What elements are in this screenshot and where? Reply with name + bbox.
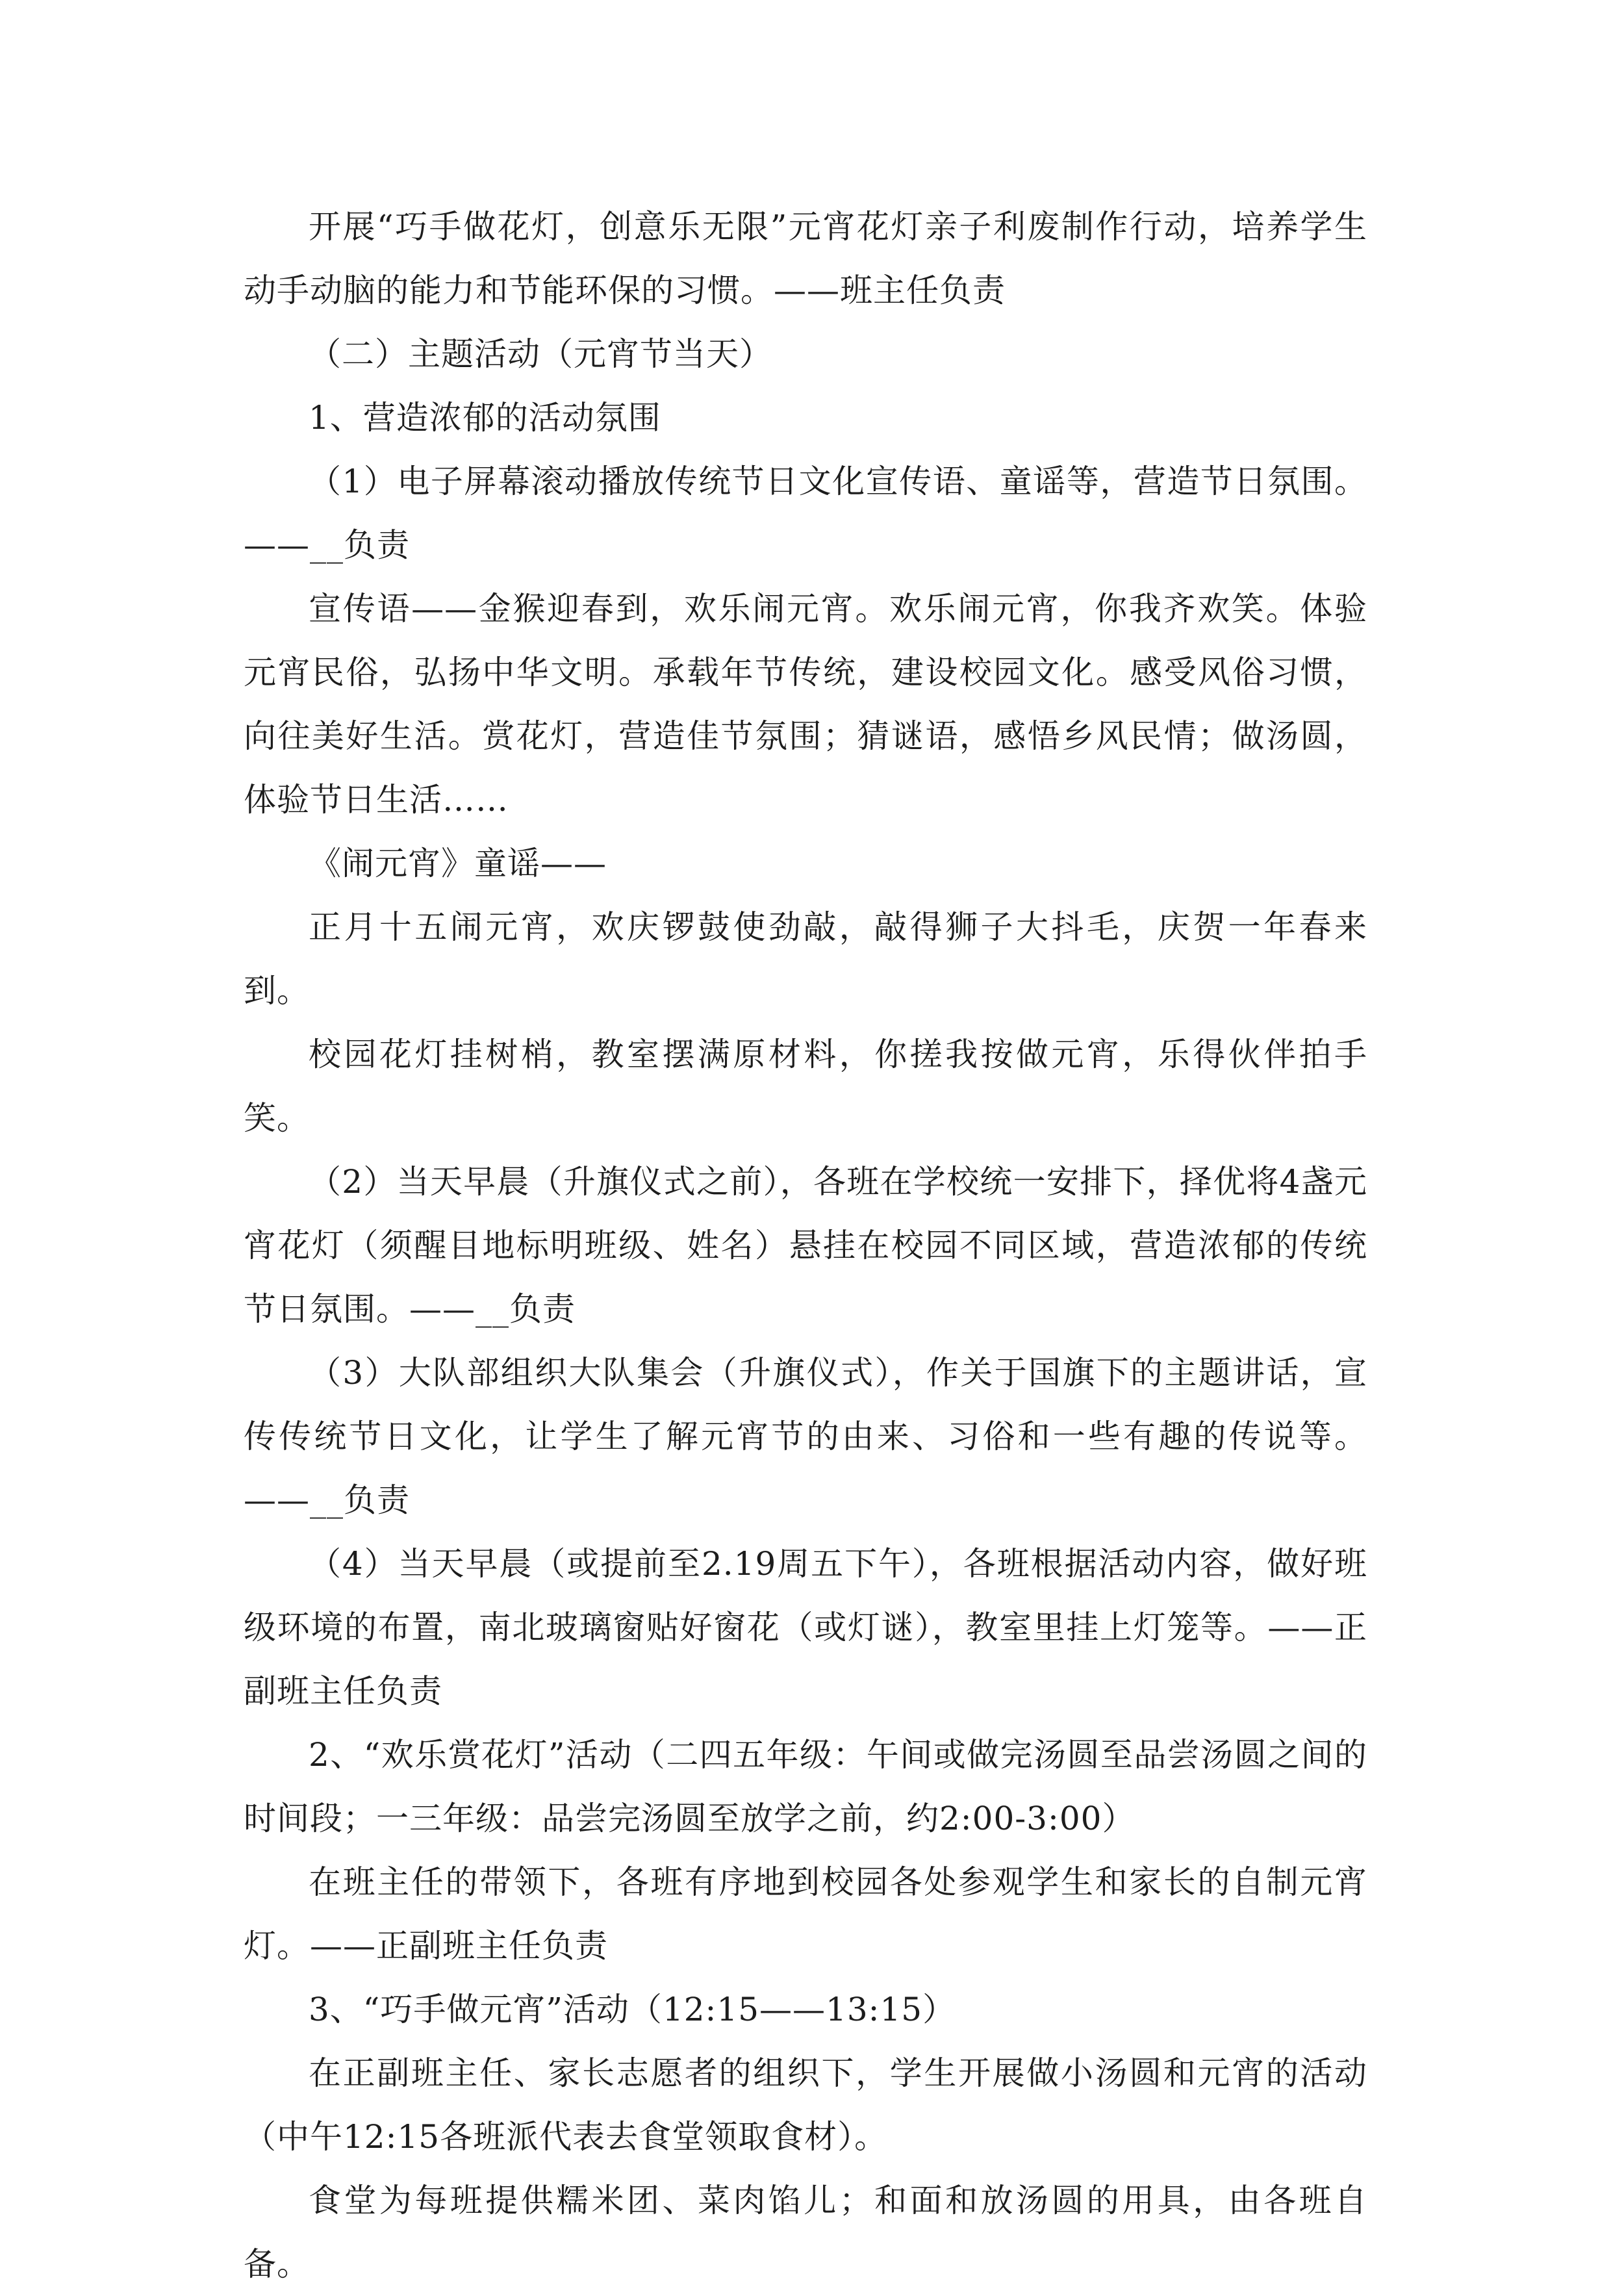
subheading-atmosphere: 1、营造浓郁的活动氛围: [309, 399, 661, 437]
subheading-making-yuanxiao: 3、“巧手做元宵”活动（12:15——13:15）: [309, 1991, 956, 2028]
rhyme-line-2: 校园花灯挂树梢，教室摆满原材料，你搓我按做元宵，乐得伙伴拍手笑。: [244, 1036, 1367, 1137]
paragraph-making-yuanxiao-details: 在正副班主任、家长志愿者的组织下，学生开展做小汤圆和元宵的活动（中午12:15各班派代表去食堂领取食材）。: [244, 2054, 1367, 2156]
item-3-flag-ceremony: （3）大队部组织大队集会（升旗仪式），作关于国旗下的主题讲话，宣传传统节日文化，让学生了解元宵节的由来、习俗和一些有趣的传说等。——__负责: [244, 1354, 1367, 1519]
paragraph-slogans: 宣传语——金猴迎春到，欢乐闹元宵。欢乐闹元宵，你我齐欢笑。体验元宵民俗，弘扬中华文明。承载年节传统，建设校园文化。感受风俗习惯，向往美好生活。赏花灯，营造佳节氛围；猜谜语，感悟乡风民情；做汤圆，体验节日生活……: [244, 590, 1367, 819]
document-body: [244, 195, 1367, 2296]
item-4-classroom-decoration: （4）当天早晨（或提前至2.19周五下午），各班根据活动内容，做好班级环境的布置，南北玻璃窗贴好窗花（或灯谜），教室里挂上灯笼等。——正副班主任负责: [244, 1545, 1367, 1710]
paragraph-lantern-viewing-details: 在班主任的带领下，各班有序地到校园各处参观学生和家长的自制元宵灯。——正副班主任负责: [244, 1863, 1367, 1965]
item-1-screen-broadcast: （1）电子屏幕滚动播放传统节日文化宣传语、童谣等，营造节日氛围。——__负责: [244, 463, 1367, 564]
paragraph-nursery-rhyme-title: 《闹元宵》童谣——: [309, 845, 607, 882]
paragraph-lantern-making: 开展“巧手做花灯，创意乐无限”元宵花灯亲子利废制作行动，培养学生动手动脑的能力和节能环保的习惯。——班主任负责: [244, 208, 1367, 309]
paragraph-canteen-supplies: 食堂为每班提供糯米团、菜肉馅儿；和面和放汤圆的用具，由各班自备。: [244, 2182, 1367, 2283]
rhyme-line-1: 正月十五闹元宵，欢庆锣鼓使劲敲，敲得狮子大抖毛，庆贺一年春来到。: [244, 908, 1367, 1010]
item-2-hang-lanterns: （2）当天早晨（升旗仪式之前），各班在学校统一安排下，择优将4盏元宵花灯（须醒目地标明班级、姓名）悬挂在校园不同区域，营造浓郁的传统节日氛围。——__负责: [244, 1163, 1367, 1328]
subheading-lantern-viewing: 2、“欢乐赏花灯”活动（二四五年级：午间或做完汤圆至品尝汤圆之间的时间段；一三年级：品尝完汤圆至放学之前，约2:00-3:00）: [244, 1736, 1367, 1837]
section-heading-theme-activity: （二）主题活动（元宵节当天）: [309, 335, 772, 373]
